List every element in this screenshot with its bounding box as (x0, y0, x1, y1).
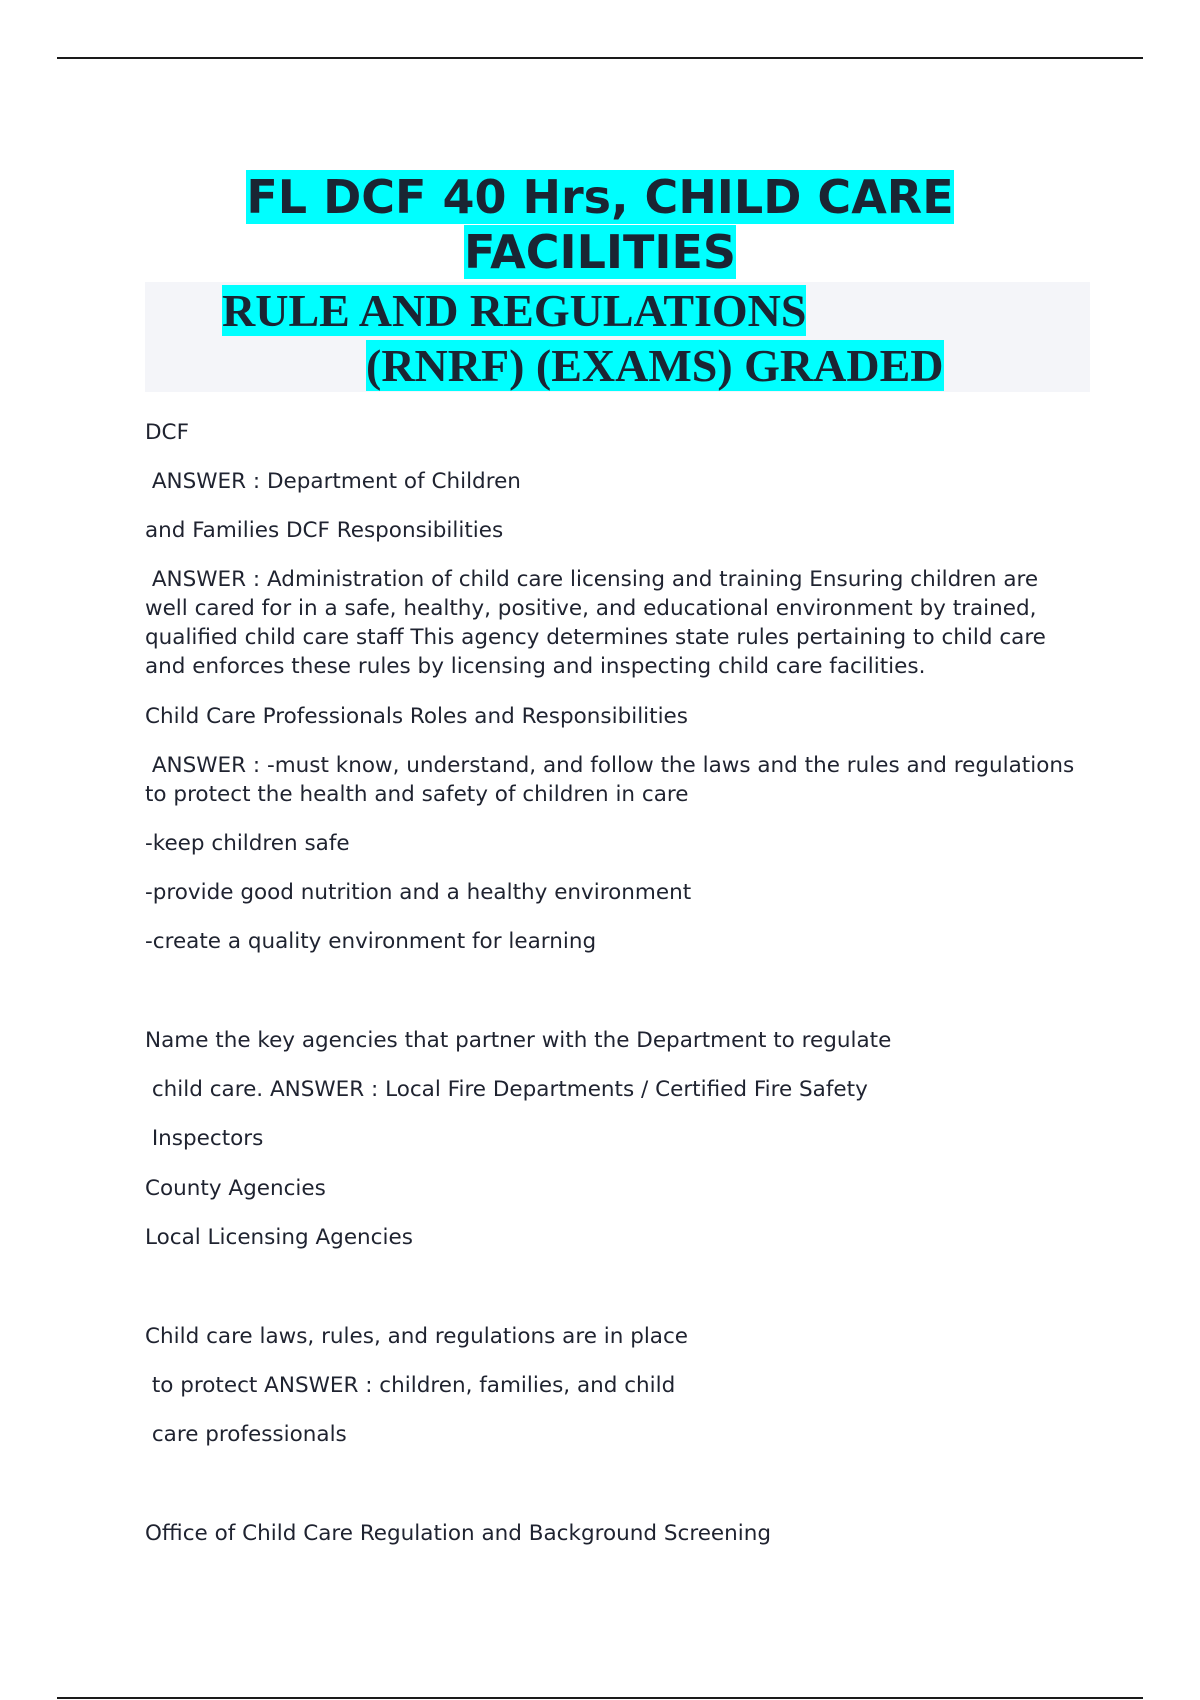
question-dcf: DCF (145, 420, 189, 445)
answer-dcf-responsibilities: ANSWER : Administration of child care licensing and training Ensuring children are well cared for in a safe, healthy, positive, and educational environment by trained, qualified child care staff This agency determines state rules pertaining to child care and enforces these rules by licensing and inspecting child care facilities. (145, 567, 1053, 679)
answer-key-agencies: child care. ANSWER : Local Fire Departments / Certified Fire Safety (145, 1077, 868, 1102)
list-item: -keep children safe (145, 831, 350, 856)
question-laws-purpose: Child care laws, rules, and regulations are in place (145, 1324, 689, 1349)
document-title-line-1 (0, 170, 1200, 224)
top-rule (57, 57, 1143, 59)
document-title-line-2 (0, 225, 1200, 279)
document-subtitle-line-1 (222, 284, 806, 338)
question-dcf-responsibilities: and Families DCF Responsibilities (145, 518, 504, 543)
list-item: Local Licensing Agencies (145, 1225, 413, 1250)
list-item: County Agencies (145, 1176, 326, 1201)
title-highlight: FACILITIES (463, 225, 737, 279)
answer-laws-purpose: to protect ANSWER : children, families, and child (145, 1373, 676, 1398)
subtitle-highlight: RULE AND REGULATIONS (222, 285, 807, 336)
question-professional-roles: Child Care Professionals Roles and Responsibilities (145, 704, 688, 729)
question-office-regulation: Office of Child Care Regulation and Background Screening (145, 1521, 772, 1546)
document-subtitle-line-2 (366, 339, 944, 393)
list-item: -provide good nutrition and a healthy environment (145, 880, 692, 905)
answer-key-agencies-cont: Inspectors (145, 1126, 264, 1151)
answer-professional-roles: ANSWER : -must know, understand, and follow the laws and the rules and regulations to protect the health and safety of children in care (145, 753, 1082, 807)
question-key-agencies: Name the key agencies that partner with the Department to regulate (145, 1028, 892, 1053)
subtitle-highlight: (RNRF) (EXAMS) GRADED (366, 340, 944, 391)
list-item: -create a quality environment for learning (145, 929, 597, 954)
answer-dcf: ANSWER : Department of Children (145, 469, 521, 494)
answer-laws-purpose-cont: care professionals (145, 1422, 347, 1447)
title-highlight: FL DCF 40 Hrs, CHILD CARE (246, 170, 954, 224)
bottom-rule (57, 1697, 1143, 1699)
